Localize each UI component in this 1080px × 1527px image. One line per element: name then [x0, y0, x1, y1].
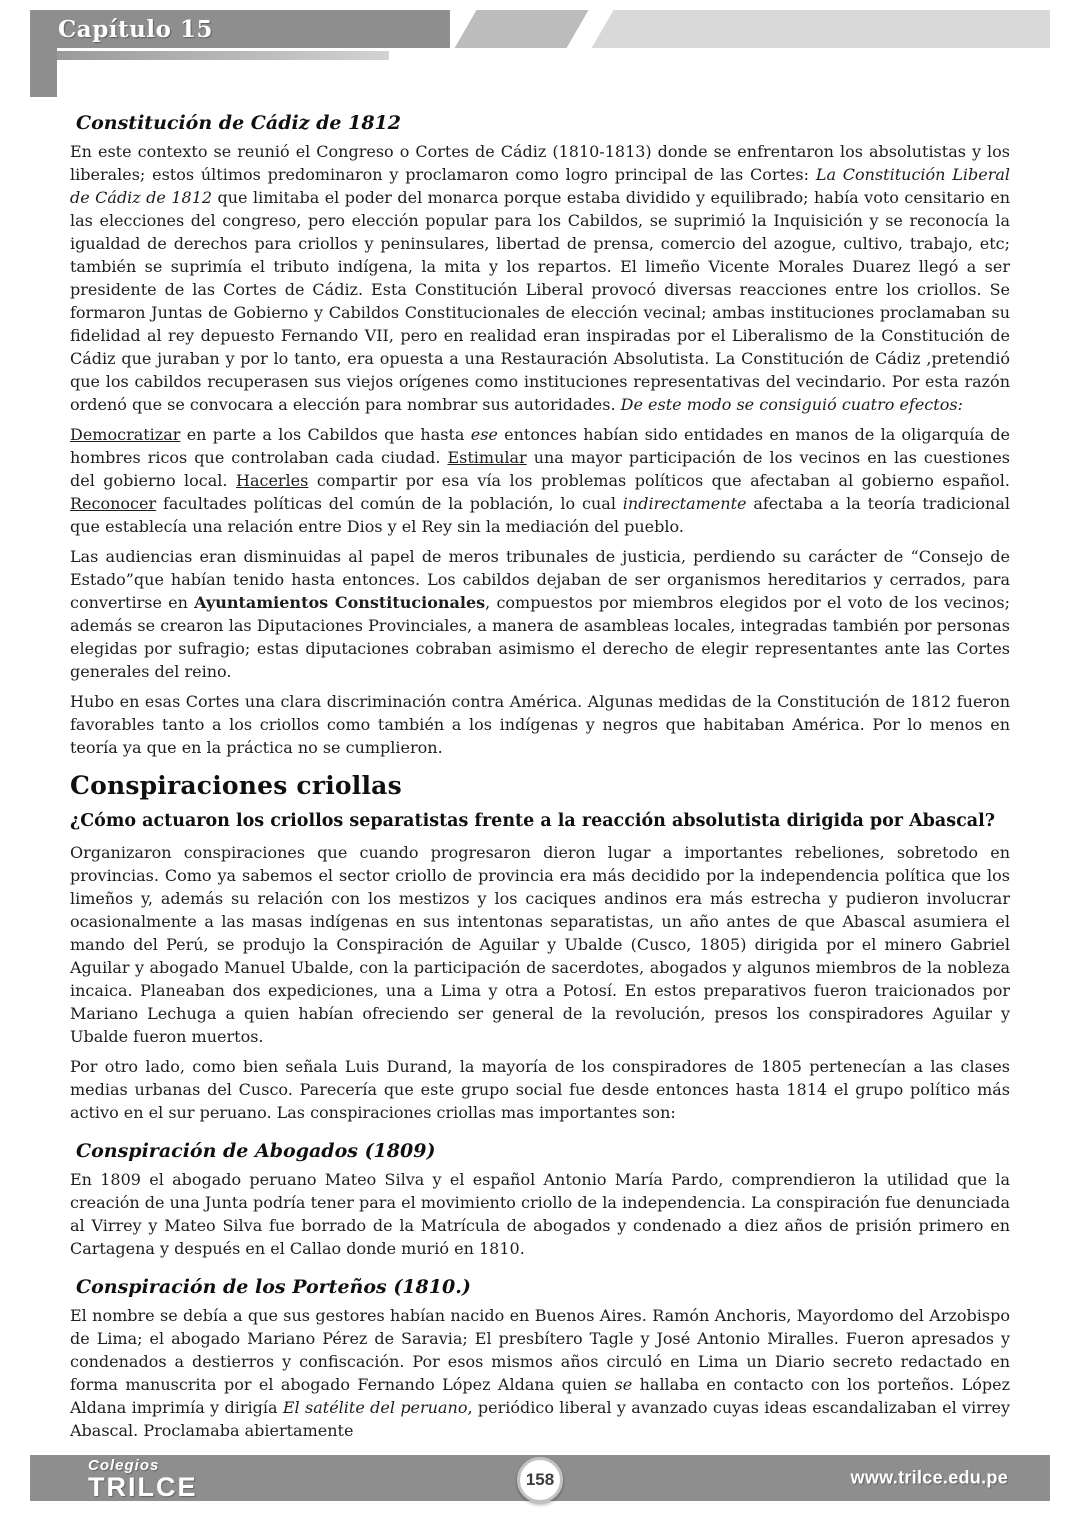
- question-abascal: ¿Cómo actuaron los criollos separatistas frente a la reacción absolutista dirigida por Abascal?: [70, 811, 995, 831]
- paragraph-discriminacion-america: Hubo en esas Cortes una clara discriminación contra América. Algunas medidas de la Constitución de 1812 fueron favorables tanto a los criollos como también a los indígenas y negros que habitaban América. Por lo menos en teoría ya que en la práctica no se cumplieron.: [70, 692, 1010, 757]
- header-title-bar: [30, 10, 450, 48]
- paragraph-audiencias: Las audiencias eran disminuidas al papel de meros tribunales de justicia, perdiendo su carácter de “Consejo de Estado”que habían tenido hasta entonces. Los cabildos dejaban de ser organismos hereditarios y cerrados, para convertirse en Ayuntamientos Constitucionales, compuestos por miembros elegidos por el voto de los vecinos; además se crearon las Diputaciones Provinciales, a manera de asambleas locales, integradas también por personas elegidas por sufragio; estas diputaciones cobraban asimismo el derecho de elegir representantes ante las Cortes generales del reino.: [70, 547, 1011, 681]
- page-body: [70, 112, 1010, 1449]
- paragraph-luis-durand: Por otro lado, como bien señala Luis Durand, la mayoría de los conspiradores de 1805 pertenecían a las clases medias urbanas del Cusco. Parecería que este grupo social fue desde entonces hasta 1814 el grupo político más activo en el sur peruano. Las conspiraciones criollas mas importantes son:: [70, 1057, 1010, 1122]
- paragraph-cuatro-efectos: Democratizar en parte a los Cabildos que hasta ese entonces habían sido entidades en manos de la oligarquía de hombres ricos que controlaban cada ciudad. Estimular una mayor participación de los vecinos en las cuestiones del gobierno local. Hacerles compartir por esa vía los problemas políticos que afectaban al gobierno español. Reconocer facultades políticas del común de la población, lo cual indirectamente afectaba a la teoría tradicional que establecía una relación entre Dios y el Rey sin la mediación del pueblo.: [70, 425, 1011, 536]
- page-footer: [30, 1455, 1050, 1501]
- heading-conspiracion-abogados: Conspiración de Abogados (1809): [76, 1140, 436, 1162]
- page-number-badge: [517, 1457, 563, 1503]
- header-diagonal-shape-dark: [452, 10, 589, 48]
- heading-constitucion-cadiz: Constitución de Cádiz de 1812: [76, 112, 401, 134]
- header-underline: [57, 51, 389, 60]
- page-number: 158: [525, 1470, 555, 1489]
- paragraph-conspiracion-abogados: En 1809 el abogado peruano Mateo Silva y el español Antonio María Pardo, comprendieron la utilidad que la creación de una Junta podría tener para el movimiento criollo de la independencia. La conspiración fue denunciada al Virrey y Mateo Silva fue borrado de la Matrícula de abogados y condenado a diez años de prisión primero en Cartagena y después en el Callao donde murió en 1810.: [70, 1170, 1010, 1258]
- header-decorations: [440, 10, 1050, 48]
- heading-conspiracion-portenos: Conspiración de los Porteños (1810.): [76, 1276, 471, 1298]
- brand-colegios-label: Colegios: [88, 1457, 160, 1474]
- brand-trilce-label: TRILCE: [88, 1472, 198, 1502]
- trilce-logo: [88, 1458, 198, 1501]
- chapter-title: Capítulo 15: [58, 15, 213, 43]
- paragraph-conspiracion-portenos: El nombre se debía a que sus gestores habían nacido en Buenos Aires. Ramón Anchoris, Mayordomo del Arzobispo de Lima; el abogado Mariano Pérez de Saravia; El presbítero Tagle y José Antonio Miralles. Fueron apresados y condenados a destierros y confiscación. Por esos mismos años circuló en Lima un Diario secreto redactado en forma manuscrita por el abogado Fernando López Aldana quien se hallaba en contacto con los porteños. López Aldana imprimía y dirigía El satélite del peruano, periódico liberal y avanzado cuyas ideas escandalizaban el virrey Abascal. Proclamaba abiertamente: [70, 1306, 1011, 1440]
- paragraph-cadiz-context: En este contexto se reunió el Congreso o Cortes de Cádiz (1810-1813) donde se enfrentaron los absolutistas y los liberales; estos últimos predominaron y proclamaron como logro principal de las Cortes: La Constitución Liberal de Cádiz de 1812 que limitaba el poder del monarca porque estaba dividido y equilibrado; había voto censitario en las elecciones del congreso, pero elección popular para los Cabildos, se suprimió la Inquisición y se reconocía la igualdad de derechos para criollos y peninsulares, libertad de prensa, comercio del azogue, cultivo, trabajo, etc; también se suprimía el tributo indígena, la mita y los repartos. El limeño Vicente Morales Duarez llegó a ser presidente de las Cortes de Cádiz. Esta Constitución Liberal provocó diversas reacciones entre los criollos. Se formaron Juntas de Gobierno y Cabildos Constitucionales de elección vecinal; ambas instituciones proclamaban su fidelidad al rey depuesto Fernando VII, pero en realidad eran inspiradas por el Liberalismo de la Constitución de Cádiz que juraban y por lo tanto, era opuesta a una Restauración Absolutista. La Constitución de Cádiz ,pretendió que los cabildos recuperasen sus viejos orígenes como instituciones representativas del vecindario. Por esta razón ordenó que se convocara a elección para nombrar sus autoridades. De este modo se consiguió cuatro efectos:: [70, 142, 1011, 414]
- paragraph-conspiraciones: Organizaron conspiraciones que cuando progresaron dieron lugar a importantes rebeliones, sobretodo en provincias. Como ya sabemos el sector criollo de provincia era más decidido por la independencia política que los limeños y, además su relación con los mestizos y los caciques andinos era más estrecha y pudieron involucrar ocasionalmente a las masas indígenas en sus intentonas separatistas, un año antes de que Abascal asumiera el mando del Perú, se produjo la Conspiración de Aguilar y Ubalde (Cusco, 1805) dirigida por el minero Gabriel Aguilar y abogado Manuel Ubalde, con la participación de sacerdotes, abogados y algunos miembros de la nobleza incaica. Planeaban dos expediciones, una a Lima y otra a Potosí. En estos preparativos fueron traicionados por Mariano Lechuga a quien habían ofreciendo ser general de la revolución, presos los conspiradores Aguilar y Ubalde fueron muertos.: [70, 843, 1010, 1046]
- website-url: www.trilce.edu.pe: [850, 1467, 1008, 1488]
- header-diagonal-shape-light: [589, 10, 1050, 48]
- heading-conspiraciones-criollas: Conspiraciones criollas: [70, 771, 402, 800]
